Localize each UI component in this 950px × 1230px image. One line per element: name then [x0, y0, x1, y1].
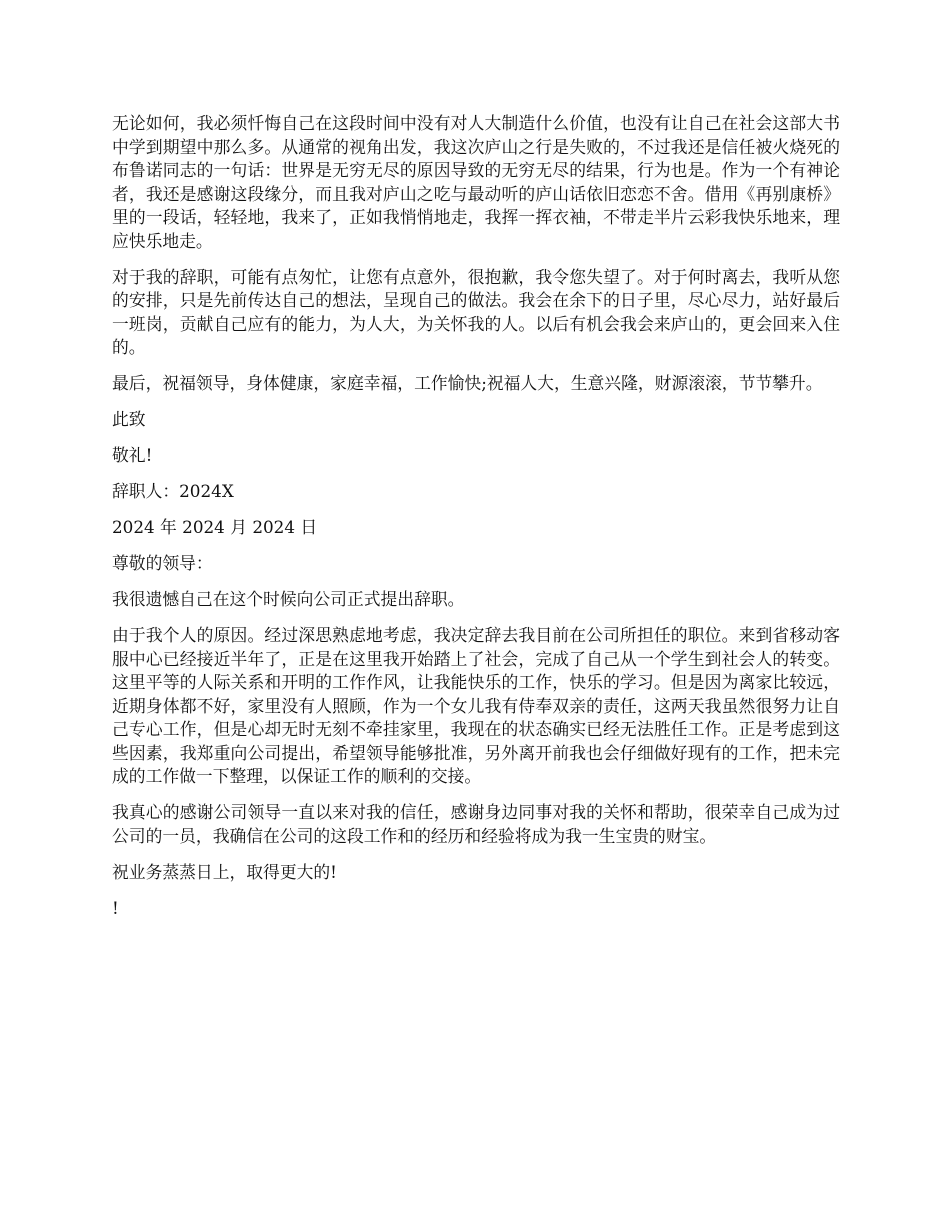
paragraph-exclamation: !	[112, 897, 119, 918]
closing-salute: 敬礼!	[112, 445, 153, 465]
closing-greeting: 此致	[112, 409, 146, 429]
paragraph-blessing: 最后，祝福领导，身体健康，家庭幸福，工作愉快;祝福人大，生意兴隆，财源滚滚，节节攀升。	[112, 373, 823, 393]
salutation: 尊敬的领导：	[112, 553, 213, 573]
paragraph-reasons: 由于我个人的原因。经过深思熟虑地考虑，我决定辞去我目前在公司所担任的职位。来到省移动客服中心已经接近半年了，正是在这里我开始踏上了社会，完成了自己从一个学生到社会人的转变。这里平等的人际关系和开明的工作作风，让我能快乐的工作，快乐的学习。但是因为离家比较远，近期身体都不好，家里没有人照顾，作为一个女儿我有侍奉双亲的责任，这两天我虽然很努力让自己专心工作，但是心却无时无刻不牵挂家里，我现在的状态确实已经无法胜任工作。正是考虑到这些因素，我郑重向公司提出，希望领导能够批准，另外离开前我也会仔细做好现有的工作，把未完成的工作做一下整理，以保证工作的顺利的交接。	[112, 625, 840, 786]
paragraph-reflection: 无论如何，我必须忏悔自己在这段时间中没有对人大制造什么价值，也没有让自己在社会这部大书中学到期望中那么多。从通常的视角出发，我这次庐山之行是失败的，不过我还是信任被火烧死的布鲁诺同志的一句话：世界是无穷无尽的原因导致的无穷无尽的结果，行为也是。作为一个有神论者，我还是感谢这段缘分，而且我对庐山之吃与最动听的庐山话依旧恋恋不舍。借用《再别康桥》里的一段话，轻轻地，我来了，正如我悄悄地走，我挥一挥衣袖，不带走半片云彩我快乐地来，理应快乐地走。	[112, 113, 840, 251]
paragraph-wish: 祝业务蒸蒸日上，取得更大的!	[112, 861, 337, 882]
date-line: 2024 年 2024 月 2024 日	[112, 517, 318, 537]
signature-line: 辞职人：2024X	[112, 481, 234, 501]
paragraph-thanks: 我真心的感谢公司领导一直以来对我的信任，感谢身边同事对我的关怀和帮助，很荣幸自己成为过公司的一员，我确信在公司的这段工作和的经历和经验将成为我一生宝贵的财宝。	[112, 802, 840, 846]
document-body	[112, 112, 840, 933]
paragraph-intro: 我很遗憾自己在这个时候向公司正式提出辞职。	[112, 589, 465, 609]
paragraph-apology: 对于我的辞职，可能有点匆忙，让您有点意外，很抱歉，我令您失望了。对于何时离去，我听从您的安排，只是先前传达自己的想法，呈现自己的做法。我会在余下的日子里，尽心尽力，站好最后一班岗，贡献自己应有的能力，为人大，为关怀我的人。以后有机会我会来庐山的，更会回来入住的。	[112, 266, 840, 357]
